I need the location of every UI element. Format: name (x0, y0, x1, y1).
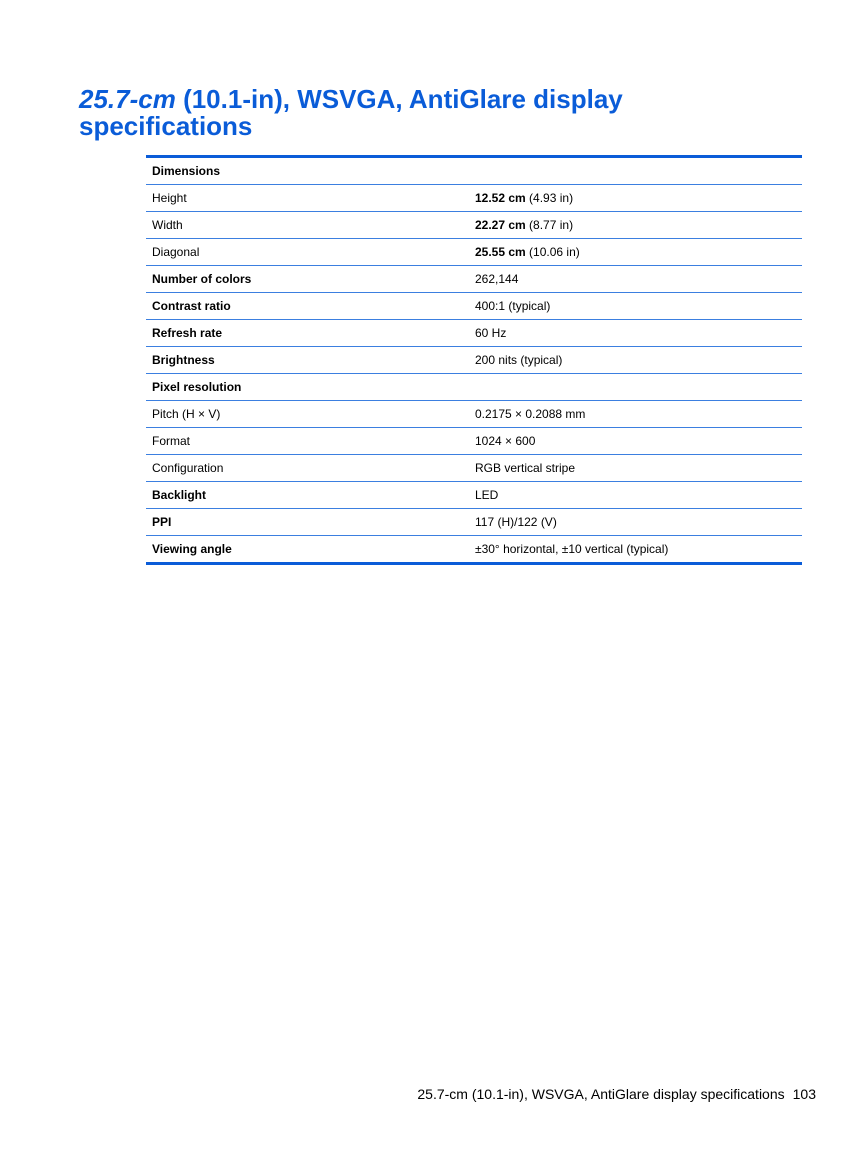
spec-value-text: 262,144 (475, 272, 519, 286)
table-row (146, 428, 802, 455)
table-row (146, 347, 802, 374)
spec-value-text: (10.06 in) (525, 245, 580, 259)
spec-label: Width (146, 212, 469, 239)
table-row (146, 157, 802, 185)
spec-label: Configuration (146, 455, 469, 482)
spec-value (469, 239, 802, 266)
table-row (146, 374, 802, 401)
page-footer (417, 1086, 816, 1102)
spec-value (469, 320, 802, 347)
table-row (146, 212, 802, 239)
table-row (146, 509, 802, 536)
spec-value-text: 200 nits (typical) (475, 353, 563, 367)
spec-value-text: RGB vertical stripe (475, 461, 576, 475)
spec-value-text: LED (475, 488, 499, 502)
table-row (146, 239, 802, 266)
spec-label: Refresh rate (146, 320, 469, 347)
spec-label: Brightness (146, 347, 469, 374)
spec-value (469, 428, 802, 455)
spec-value (469, 347, 802, 374)
table-row (146, 266, 802, 293)
spec-label: PPI (146, 509, 469, 536)
spec-value (469, 157, 802, 185)
spec-value (469, 212, 802, 239)
spec-label: Number of colors (146, 266, 469, 293)
spec-value-bold: 12.52 cm (475, 191, 526, 205)
spec-value (469, 293, 802, 320)
table-row (146, 455, 802, 482)
spec-value (469, 401, 802, 428)
table-row (146, 482, 802, 509)
page-title (79, 86, 799, 140)
page-title-line2: specifications (79, 111, 253, 141)
table-row (146, 320, 802, 347)
spec-value (469, 266, 802, 293)
page-title-italic: 25.7-cm (79, 84, 176, 114)
spec-label: Height (146, 185, 469, 212)
spec-value (469, 455, 802, 482)
spec-value-text: (8.77 in) (525, 218, 574, 232)
spec-label: Viewing angle (152, 542, 232, 556)
spec-value (469, 482, 802, 509)
page-title-line1: (10.1-in), WSVGA, AntiGlare display (175, 84, 623, 114)
page-number: 103 (792, 1086, 816, 1102)
table-row (146, 293, 802, 320)
spec-label: Dimensions (146, 157, 469, 185)
spec-value-bold: 22.27 cm (475, 218, 526, 232)
spec-value-text: (4.93 in) (525, 191, 574, 205)
spec-value (469, 185, 802, 212)
spec-value-text: 400:1 (typical) (475, 299, 551, 313)
table-row (146, 185, 802, 212)
table-row (146, 401, 802, 428)
spec-label: Pitch (H × V) (146, 401, 469, 428)
spec-label: Pixel resolution (146, 374, 469, 401)
footer-title: 25.7-cm (10.1-in), WSVGA, AntiGlare display specifications (417, 1086, 785, 1102)
spec-label: Backlight (146, 482, 469, 509)
spec-value-text: ±30° horizontal, ±10 vertical (typical) (475, 542, 669, 556)
spec-value (469, 536, 802, 564)
spec-value-text: 1024 × 600 (475, 434, 536, 448)
spec-value-text: 117 (H)/122 (V) (475, 515, 557, 529)
spec-label: Contrast ratio (146, 293, 469, 320)
spec-label: Format (146, 428, 469, 455)
spec-table-body (146, 157, 802, 564)
spec-value-text: 0.2175 × 0.2088 mm (475, 407, 586, 421)
spec-value (469, 509, 802, 536)
spec-value-bold: 25.55 cm (475, 245, 526, 259)
display-spec-table (146, 155, 802, 565)
table-row (146, 536, 802, 564)
spec-value-text: 60 Hz (475, 326, 507, 340)
spec-label: Diagonal (146, 239, 469, 266)
spec-value (469, 374, 802, 401)
